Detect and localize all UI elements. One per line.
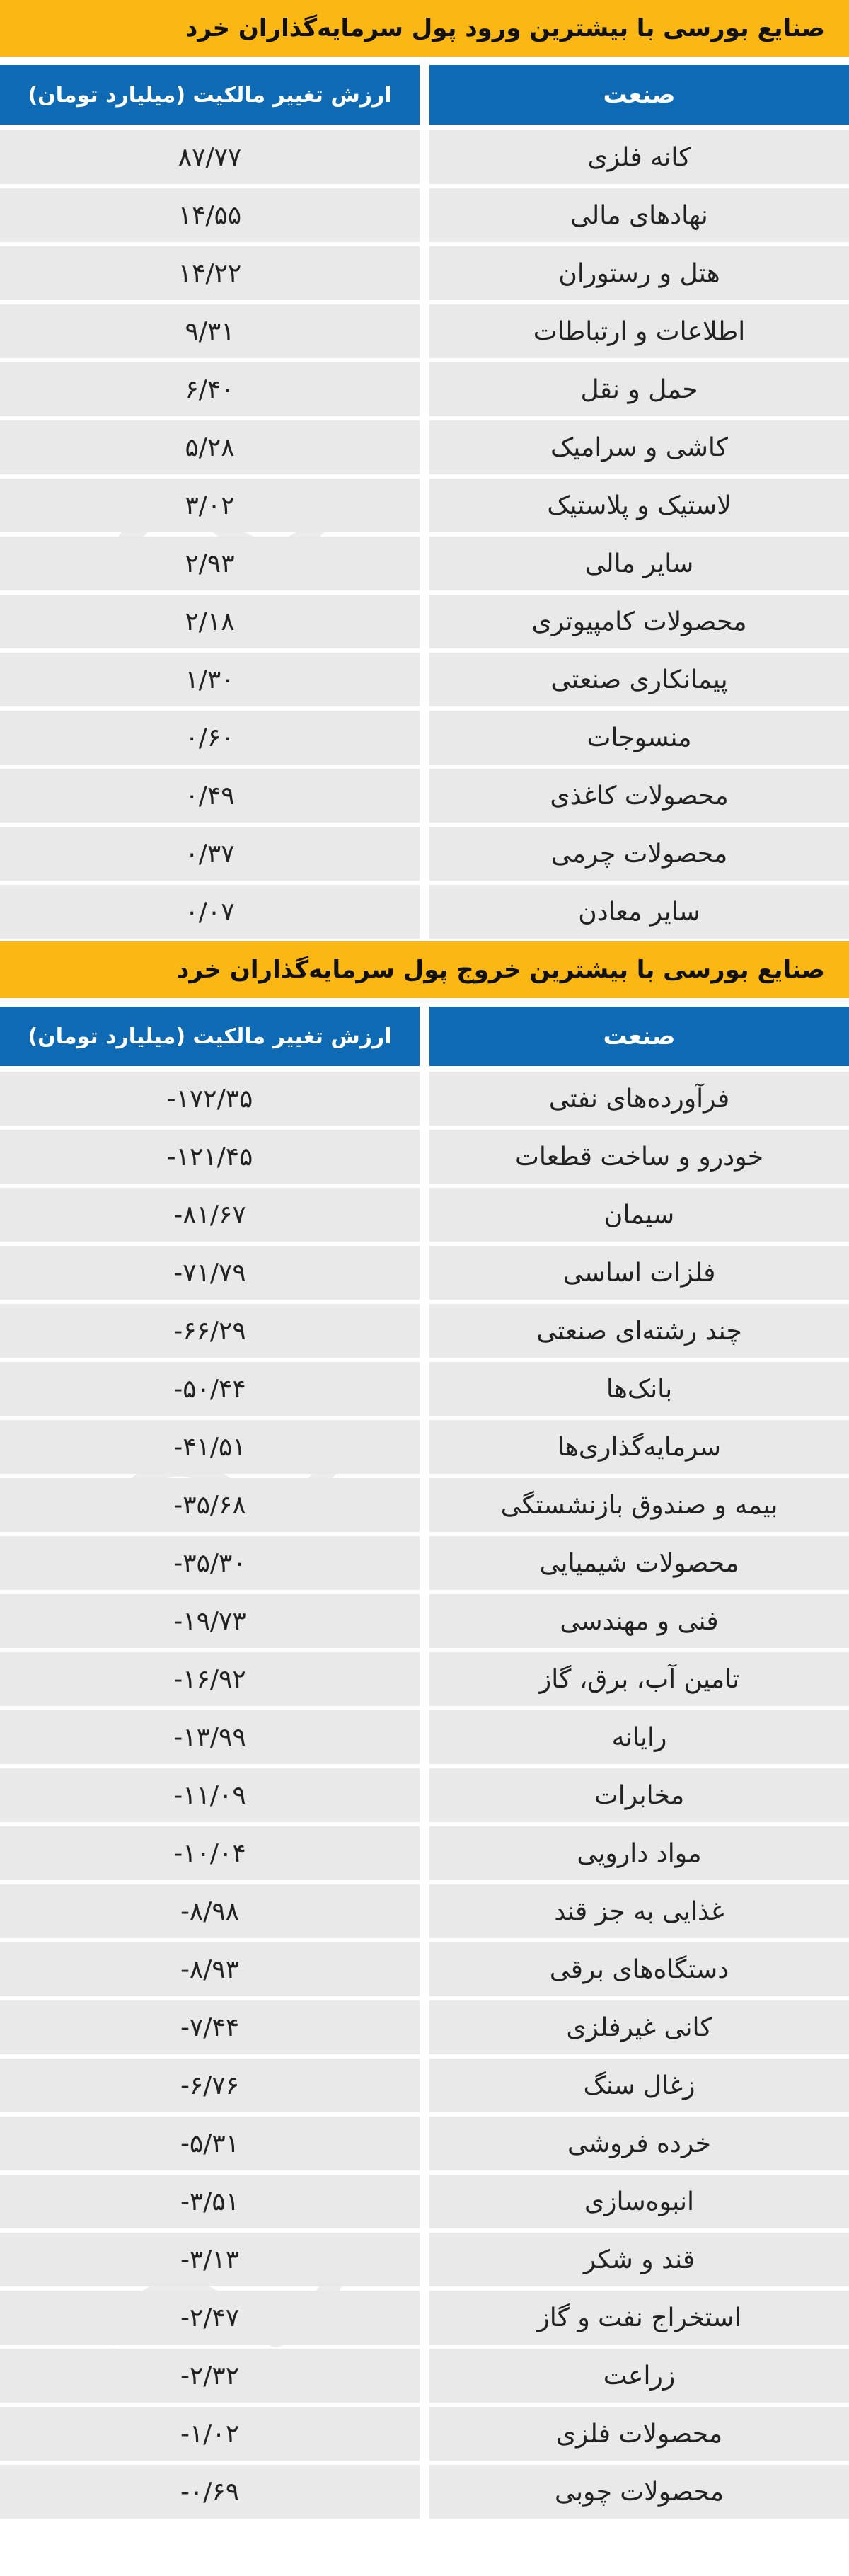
- table-row: [0, 1246, 849, 1300]
- table-row: [0, 885, 849, 939]
- industry-name-cell: هتل و رستوران: [429, 246, 849, 300]
- industry-name-cell: منسوجات: [429, 711, 849, 765]
- industry-name-cell: مخابرات: [429, 1768, 849, 1822]
- table-row: [0, 479, 849, 532]
- ownership-change-value-cell: -۳۵/۶۸: [0, 1478, 420, 1532]
- inflow-header-row: [0, 65, 849, 130]
- industry-name-cell: رایانه: [429, 1710, 849, 1764]
- ownership-change-value-cell: -۰/۶۹: [0, 2465, 420, 2519]
- industry-name-cell: سایر معادن: [429, 885, 849, 939]
- industry-name-cell: کانی غیرفلزی: [429, 2000, 849, 2054]
- industry-name-cell: زغال سنگ: [429, 2059, 849, 2112]
- industry-name-cell: خرده فروشی: [429, 2117, 849, 2170]
- ownership-change-value-cell: ۵/۲۸: [0, 420, 420, 474]
- ownership-change-value-cell: -۳/۱۳: [0, 2233, 420, 2286]
- table-row: [0, 1420, 849, 1474]
- industry-name-cell: قند و شکر: [429, 2233, 849, 2286]
- ownership-change-value-cell: -۲/۳۲: [0, 2349, 420, 2403]
- table-row: [0, 1188, 849, 1242]
- inflow-title-bar: [0, 0, 849, 57]
- outflow-table: [0, 941, 849, 2523]
- table-row: [0, 2233, 849, 2286]
- ownership-change-value-cell: -۱۷۲/۳۵: [0, 1072, 420, 1126]
- inflow-table: [0, 0, 849, 943]
- table-row: [0, 2059, 849, 2112]
- table-row: [0, 2175, 849, 2228]
- ownership-change-value-cell: ۰/۶۰: [0, 711, 420, 765]
- table-row: [0, 1652, 849, 1706]
- ownership-change-value-cell: ۲/۱۸: [0, 595, 420, 648]
- ownership-change-value-cell: -۵۰/۴۴: [0, 1362, 420, 1416]
- ownership-change-value-cell: -۱۳/۹۹: [0, 1710, 420, 1764]
- table-row: [0, 420, 849, 474]
- industry-name-cell: دستگاه‌های برقی: [429, 1942, 849, 1996]
- industry-name-cell: لاستیک و پلاستیک: [429, 479, 849, 532]
- table-row: [0, 1304, 849, 1358]
- outflow-header-value: ارزش تغییر مالکیت (میلیارد تومان): [0, 1007, 420, 1066]
- table-row: [0, 2000, 849, 2054]
- inflow-header-value: ارزش تغییر مالکیت (میلیارد تومان): [0, 65, 420, 125]
- industry-name-cell: سایر مالی: [429, 537, 849, 590]
- table-row: [0, 653, 849, 706]
- ownership-change-value-cell: -۲/۴۷: [0, 2291, 420, 2345]
- ownership-change-value-cell: -۶/۷۶: [0, 2059, 420, 2112]
- table-row: [0, 1768, 849, 1822]
- industry-name-cell: محصولات فلزی: [429, 2407, 849, 2461]
- industry-name-cell: تامین آب، برق، گاز: [429, 1652, 849, 1706]
- table-row: [0, 1536, 849, 1590]
- table-row: [0, 2117, 849, 2170]
- inflow-title: صنایع بورسی با بیشترین ورود پول سرمایه‌گذاران خرد: [185, 14, 825, 42]
- ownership-change-value-cell: ۹/۳۱: [0, 304, 420, 358]
- ownership-change-value-cell: -۴۱/۵۱: [0, 1420, 420, 1474]
- table-row: [0, 2291, 849, 2345]
- table-row: [0, 1942, 849, 1996]
- industry-name-cell: فلزات اساسی: [429, 1246, 849, 1300]
- ownership-change-value-cell: ۱۴/۵۵: [0, 188, 420, 242]
- table-row: [0, 188, 849, 242]
- industry-name-cell: غذایی به جز قند: [429, 1884, 849, 1938]
- table-row: [0, 1072, 849, 1126]
- industry-name-cell: چند رشته‌ای صنعتی: [429, 1304, 849, 1358]
- ownership-change-value-cell: ۸۷/۷۷: [0, 130, 420, 184]
- outflow-title-bar: [0, 941, 849, 998]
- table-row: [0, 2407, 849, 2461]
- industry-name-cell: محصولات کامپیوتری: [429, 595, 849, 648]
- industry-name-cell: محصولات شیمیایی: [429, 1536, 849, 1590]
- inflow-rows: [0, 130, 849, 939]
- ownership-change-value-cell: ۶/۴۰: [0, 362, 420, 416]
- ownership-change-value-cell: -۷۱/۷۹: [0, 1246, 420, 1300]
- ownership-change-value-cell: -۱۲۱/۴۵: [0, 1130, 420, 1184]
- outflow-header-row: [0, 1007, 849, 1072]
- ownership-change-value-cell: ۰/۴۹: [0, 769, 420, 823]
- industry-name-cell: بیمه و صندوق بازنشستگی: [429, 1478, 849, 1532]
- industry-name-cell: پیمانکاری صنعتی: [429, 653, 849, 706]
- ownership-change-value-cell: -۳۵/۳۰: [0, 1536, 420, 1590]
- ownership-change-value-cell: ۰/۳۷: [0, 827, 420, 881]
- table-row: [0, 1710, 849, 1764]
- table-row: [0, 1826, 849, 1880]
- table-row: [0, 2465, 849, 2519]
- table-row: [0, 362, 849, 416]
- table-row: [0, 1362, 849, 1416]
- industry-name-cell: انبوه‌سازی: [429, 2175, 849, 2228]
- ownership-change-value-cell: -۸/۹۳: [0, 1942, 420, 1996]
- table-row: [0, 595, 849, 648]
- table-row: [0, 304, 849, 358]
- ownership-change-value-cell: ۰/۰۷: [0, 885, 420, 939]
- outflow-header-industry: صنعت: [429, 1007, 849, 1066]
- industry-name-cell: مواد دارویی: [429, 1826, 849, 1880]
- table-row: [0, 1478, 849, 1532]
- ownership-change-value-cell: -۸/۹۸: [0, 1884, 420, 1938]
- industry-name-cell: سیمان: [429, 1188, 849, 1242]
- industry-name-cell: کانه فلزی: [429, 130, 849, 184]
- table-row: [0, 2349, 849, 2403]
- table-row: [0, 130, 849, 184]
- table-row: [0, 769, 849, 823]
- outflow-title: صنایع بورسی با بیشترین خروج پول سرمایه‌گذاران خرد: [176, 956, 825, 984]
- industry-name-cell: کاشی و سرامیک: [429, 420, 849, 474]
- industry-name-cell: محصولات کاغذی: [429, 769, 849, 823]
- ownership-change-value-cell: -۶۶/۲۹: [0, 1304, 420, 1358]
- ownership-change-value-cell: -۱۹/۷۳: [0, 1594, 420, 1648]
- industry-name-cell: بانک‌ها: [429, 1362, 849, 1416]
- table-row: [0, 1594, 849, 1648]
- industry-name-cell: نهادهای مالی: [429, 188, 849, 242]
- industry-name-cell: محصولات چوبی: [429, 2465, 849, 2519]
- table-row: [0, 1130, 849, 1184]
- ownership-change-value-cell: -۳/۵۱: [0, 2175, 420, 2228]
- ownership-change-value-cell: ۱۴/۲۲: [0, 246, 420, 300]
- ownership-change-value-cell: -۱۱/۰۹: [0, 1768, 420, 1822]
- industry-name-cell: فرآورده‌های نفتی: [429, 1072, 849, 1126]
- ownership-change-value-cell: -۱۶/۹۲: [0, 1652, 420, 1706]
- ownership-change-value-cell: ۱/۳۰: [0, 653, 420, 706]
- ownership-change-value-cell: ۳/۰۲: [0, 479, 420, 532]
- table-row: [0, 711, 849, 765]
- ownership-change-value-cell: -۷/۴۴: [0, 2000, 420, 2054]
- industry-name-cell: محصولات چرمی: [429, 827, 849, 881]
- industry-name-cell: حمل و نقل: [429, 362, 849, 416]
- outflow-rows: [0, 1072, 849, 2519]
- industry-name-cell: سرمایه‌گذاری‌ها: [429, 1420, 849, 1474]
- ownership-change-value-cell: ۲/۹۳: [0, 537, 420, 590]
- industry-name-cell: خودرو و ساخت قطعات: [429, 1130, 849, 1184]
- industry-name-cell: فنی و مهندسی: [429, 1594, 849, 1648]
- table-row: [0, 1884, 849, 1938]
- table-row: [0, 246, 849, 300]
- table-row: [0, 537, 849, 590]
- industry-name-cell: زراعت: [429, 2349, 849, 2403]
- ownership-change-value-cell: -۱/۰۲: [0, 2407, 420, 2461]
- industry-name-cell: اطلاعات و ارتباطات: [429, 304, 849, 358]
- ownership-change-value-cell: -۸۱/۶۷: [0, 1188, 420, 1242]
- ownership-change-value-cell: -۱۰/۰۴: [0, 1826, 420, 1880]
- ownership-change-value-cell: -۵/۳۱: [0, 2117, 420, 2170]
- industry-name-cell: استخراج نفت و گاز: [429, 2291, 849, 2345]
- inflow-header-industry: صنعت: [429, 65, 849, 125]
- table-row: [0, 827, 849, 881]
